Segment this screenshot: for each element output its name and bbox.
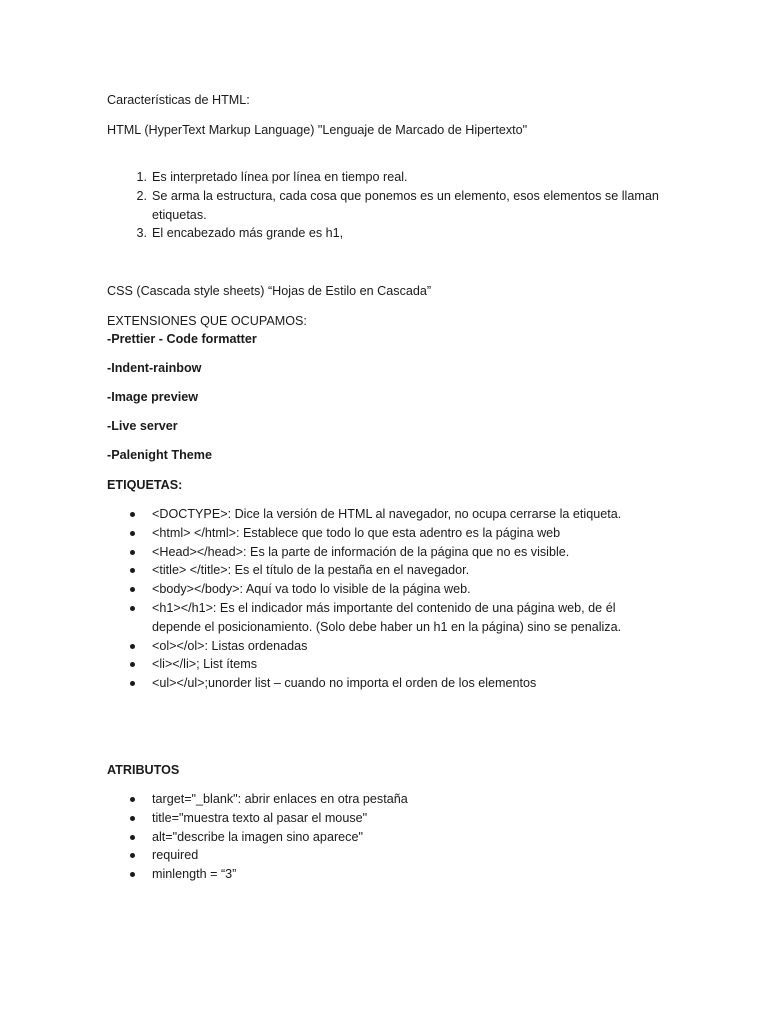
list-item (107, 809, 667, 828)
list-item-text: title="muestra texto al pasar el mouse" (152, 810, 368, 825)
list-item-text: <ol></ol>: Listas ordenadas (152, 638, 308, 653)
list-item-text: <ul></ul>;unorder list – cuando no importa el orden de los elementos (152, 676, 537, 691)
etiquetas-list (107, 505, 667, 693)
list-item (107, 865, 667, 884)
list-item-text: <DOCTYPE>: Dice la versión de HTML al navegador, no ocupa cerrarse la etiqueta. (152, 507, 622, 521)
list-item-text: alt="describe la imagen sino aparece" (152, 829, 363, 844)
list-item (107, 580, 667, 599)
list-item-text: <h1></h1>: Es el indicador más importante del contenido de una página web, de él depende el posicionamiento. (Solo debe haber un h1 en la página) sino se penaliza. (152, 600, 622, 634)
list-item-text: <Head></head>: Es la parte de información de la página que no es visible. (152, 544, 570, 559)
list-item-text: El encabezado más grande es h1, (152, 226, 344, 241)
list-item-text: <body></body>: Aquí va todo lo visible de la página web. (152, 582, 471, 597)
list-item (107, 655, 667, 674)
list-item (107, 846, 667, 865)
bullet-icon (130, 587, 135, 592)
list-item (107, 524, 667, 543)
list-item-text: minlength = “3” (152, 867, 237, 882)
bullet-icon (130, 568, 135, 573)
list-number: 1. (136, 170, 147, 184)
html-features-list (107, 168, 667, 243)
list-item (107, 674, 667, 693)
list-item (107, 790, 667, 809)
bullet-icon (130, 853, 135, 858)
extension-item: -Image preview (107, 390, 198, 404)
extensions-heading: EXTENSIONES QUE OCUPAMOS: (107, 314, 307, 328)
list-item-text: target="_blank": abrir enlaces en otra pestaña (152, 792, 408, 806)
list-item (107, 561, 667, 580)
etiquetas-heading: ETIQUETAS: (107, 478, 183, 492)
list-item-text: <li></li>; List ítems (152, 657, 257, 672)
bullet-icon (130, 550, 135, 555)
bullet-icon (130, 644, 135, 649)
bullet-icon (130, 531, 135, 536)
bullet-icon (130, 512, 135, 517)
html-definition: HTML (HyperText Markup Language) "Lenguaje de Marcado de Hipertexto" (107, 123, 528, 137)
list-number: 2. (136, 188, 147, 203)
list-item (107, 168, 667, 187)
list-item (107, 505, 667, 524)
list-item-text: Es interpretado línea por línea en tiempo real. (152, 170, 408, 184)
list-item (107, 187, 667, 225)
list-item (107, 224, 667, 243)
css-definition: CSS (Cascada style sheets) “Hojas de Estilo en Cascada” (107, 284, 432, 298)
heading-html-features: Características de HTML: (107, 93, 250, 107)
list-item (107, 637, 667, 656)
list-item-text: Se arma la estructura, cada cosa que ponemos es un elemento, esos elementos se llaman etiquetas. (152, 188, 659, 222)
bullet-icon (130, 681, 135, 686)
list-item-text: required (152, 848, 199, 863)
list-item (107, 599, 667, 637)
extension-item: -Palenight Theme (107, 448, 212, 462)
list-number: 3. (136, 226, 147, 241)
atributos-list (107, 790, 667, 884)
list-item (107, 828, 667, 847)
bullet-icon (130, 835, 135, 840)
bullet-icon (130, 662, 135, 667)
atributos-heading: ATRIBUTOS (107, 763, 180, 777)
bullet-icon (130, 606, 135, 611)
bullet-icon (130, 797, 135, 802)
list-item-text: <html> </html>: Establece que todo lo que esta adentro es la página web (152, 525, 561, 540)
bullet-icon (130, 872, 135, 877)
extension-item: -Indent-rainbow (107, 361, 202, 375)
list-item (107, 543, 667, 562)
extension-item: -Live server (107, 419, 178, 433)
extension-item: -Prettier - Code formatter (107, 332, 257, 346)
list-item-text: <title> </title>: Es el título de la pestaña en el navegador. (152, 563, 470, 578)
bullet-icon (130, 816, 135, 821)
